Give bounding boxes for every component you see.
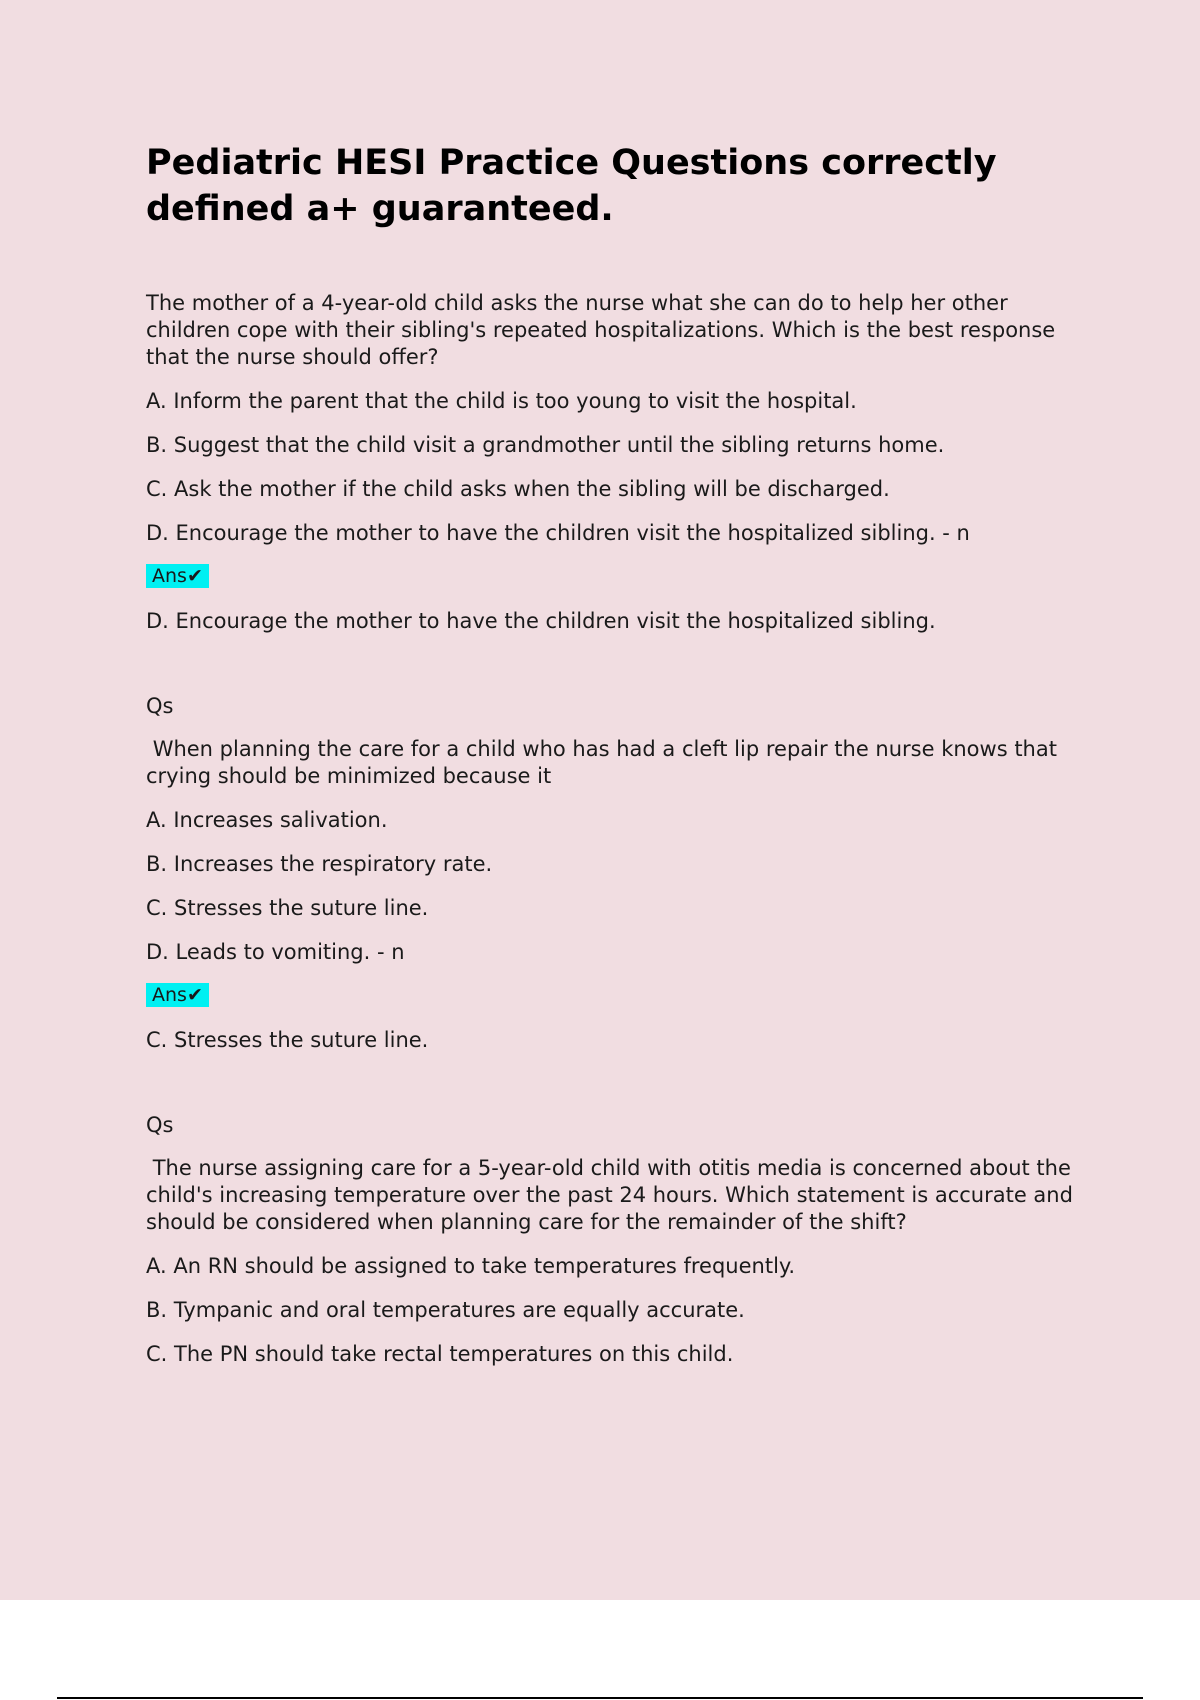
document-title: Pediatric HESI Practice Questions correctly defined a+ guaranteed. [146, 143, 997, 229]
answer-option: C. Ask the mother if the child asks when the sibling will be discharged. [146, 477, 890, 501]
question-block [146, 692, 1096, 1054]
question-block [146, 290, 1096, 635]
question-label: Qs [146, 694, 174, 718]
question-text: The nurse assigning care for a 5-year-old child with otitis media is concerned about the child's increasing temperature over the past 24 hours. Which statement is accurate and should be considered when planning care for the remainder of the shift? [146, 1156, 1080, 1234]
answer-option: D. Leads to vomiting. - n [146, 940, 405, 964]
answer-label-row [146, 982, 1096, 1010]
question-block [146, 1111, 1096, 1368]
page-content [146, 140, 1096, 1368]
answer-option: B. Increases the respiratory rate. [146, 852, 493, 876]
answer-highlight-badge: Ans✔ [146, 983, 209, 1007]
answer-option: A. Inform the parent that the child is too young to visit the hospital. [146, 389, 857, 413]
answer-option: C. The PN should take rectal temperatures on this child. [146, 1342, 734, 1366]
question-label: Qs [146, 1113, 174, 1137]
correct-answer: D. Encourage the mother to have the children visit the hospitalized sibling. [146, 609, 936, 633]
question-text: When planning the care for a child who has had a cleft lip repair the nurse knows that crying should be minimized because it [146, 737, 1064, 788]
answer-option: C. Stresses the suture line. [146, 896, 429, 920]
answer-option: A. Increases salivation. [146, 808, 388, 832]
answer-highlight-badge: Ans✔ [146, 564, 209, 588]
answer-option: D. Encourage the mother to have the children visit the hospitalized sibling. - n [146, 521, 970, 545]
footer-divider [57, 1697, 1143, 1699]
question-text: The mother of a 4-year-old child asks the nurse what she can do to help her other children cope with their sibling's repeated hospitalizations. Which is the best response that the nurse should offer? [146, 291, 1062, 369]
answer-option: B. Suggest that the child visit a grandmother until the sibling returns home. [146, 433, 945, 457]
correct-answer: C. Stresses the suture line. [146, 1028, 429, 1052]
answer-label-row [146, 563, 1096, 591]
answer-option: A. An RN should be assigned to take temperatures frequently. [146, 1254, 796, 1278]
answer-option: B. Tympanic and oral temperatures are equally accurate. [146, 1298, 745, 1322]
